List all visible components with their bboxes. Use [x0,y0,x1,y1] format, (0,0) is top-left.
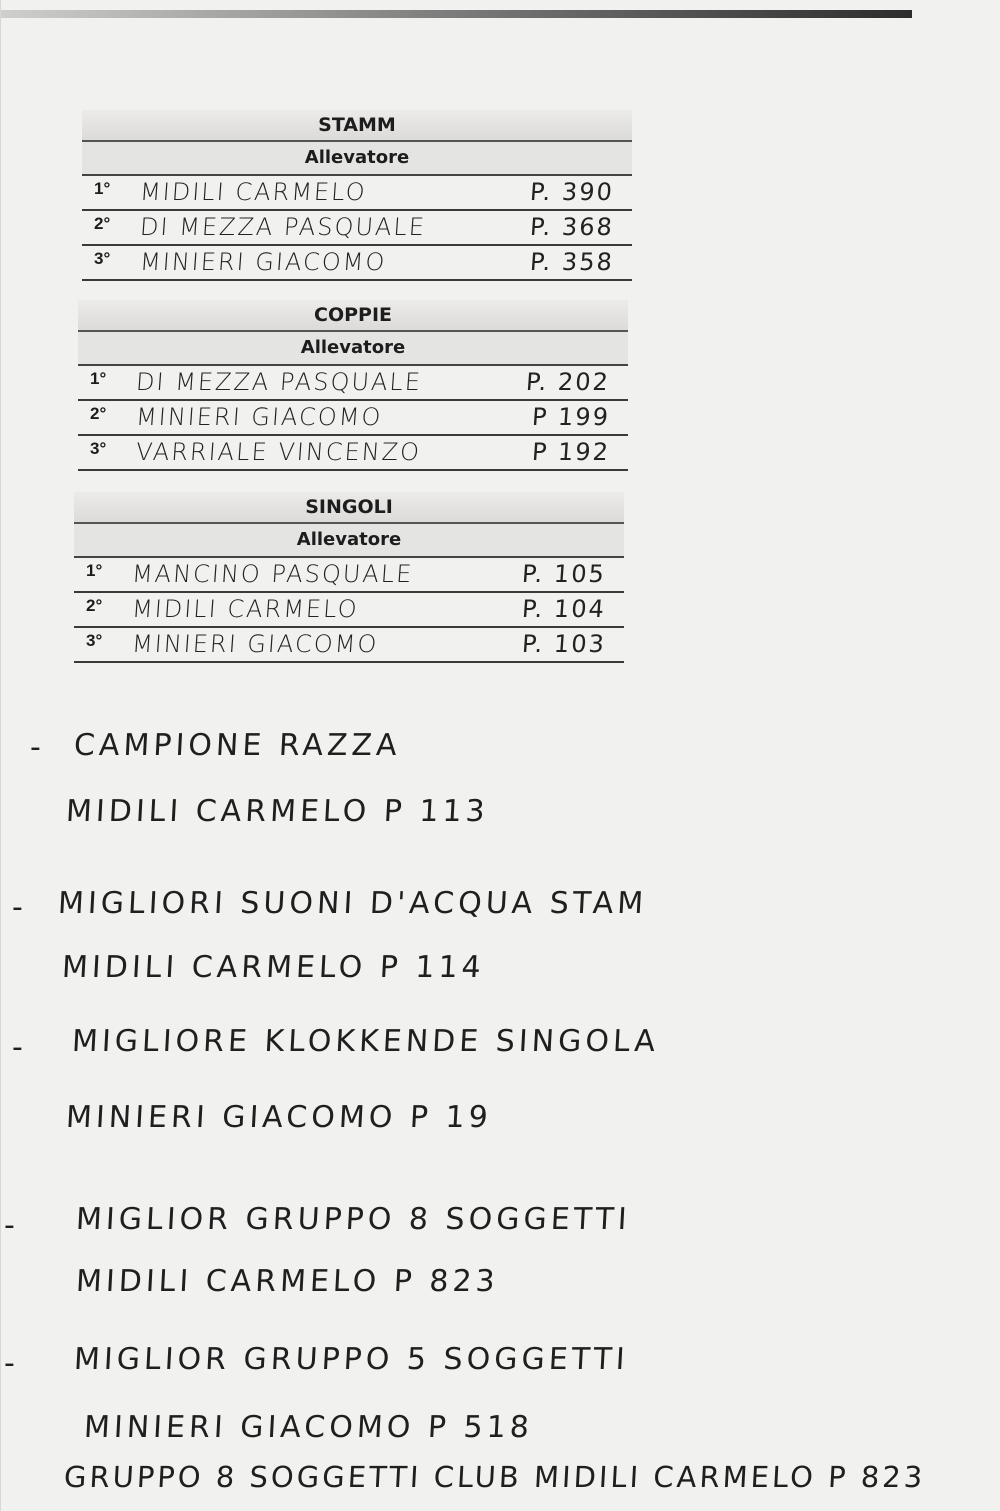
singoli-title: SINGOLI [74,492,624,524]
list-dash: - [30,730,41,765]
award-category: MIGLIORI SUONI D'ACQUA STAM [57,886,649,921]
rank-label: 1° [90,369,107,388]
singoli-subtitle: Allevatore [74,524,624,558]
award-category: MIGLIOR GRUPPO 5 SOGGETTI [73,1342,630,1377]
table-row [82,246,632,281]
list-dash: - [12,1030,23,1065]
table-row [74,593,624,628]
table-row [82,176,632,211]
stamm-table [82,110,632,281]
breeder-name: MANCINO PASQUALE [131,560,415,588]
list-dash: - [4,1208,15,1243]
stamm-subtitle: Allevatore [82,142,632,176]
singoli-table [74,492,624,663]
table-row [82,211,632,246]
rank-label: 3° [86,631,103,650]
breeder-score: P. 104 [521,595,607,623]
rank-label: 3° [90,439,107,458]
award-winner: MIDILI CARMELO P 114 [61,950,486,985]
breeder-score: P. 358 [529,248,615,276]
rank-label: 2° [90,404,107,423]
coppie-table [78,300,628,471]
table-row [74,558,624,593]
rank-label: 1° [94,179,111,198]
breeder-score: P 192 [531,438,611,466]
award-winner: MINIERI GIACOMO P 518 [83,1410,534,1445]
award-winner: MIDILI CARMELO P 823 [75,1264,500,1299]
breeder-name: MIDILI CARMELO [131,595,360,623]
list-dash: - [12,890,23,925]
table-row [78,401,628,436]
rank-label: 2° [86,596,103,615]
breeder-score: P. 103 [521,630,607,658]
breeder-score: P. 390 [529,178,615,206]
breeder-name: MINIERI GIACOMO [131,630,380,658]
breeder-name: DI MEZZA PASQUALE [139,213,427,241]
coppie-subtitle: Allevatore [78,332,628,366]
award-category: MIGLIOR GRUPPO 8 SOGGETTI [75,1202,632,1237]
award-category: MIGLIORE KLOKKENDE SINGOLA [71,1024,660,1059]
stamm-title: STAMM [82,110,632,142]
award-winner: MIDILI CARMELO P 113 [65,794,490,829]
breeder-name: MIDILI CARMELO [139,178,368,206]
breeder-score: P 199 [531,403,611,431]
table-row [78,366,628,401]
breeder-score: P. 202 [525,368,611,396]
breeder-score: P. 368 [529,213,615,241]
coppie-title: COPPIE [78,300,628,332]
rank-label: 1° [86,561,103,580]
table-row [78,436,628,471]
breeder-score: P. 105 [521,560,607,588]
breeder-name: MINIERI GIACOMO [139,248,388,276]
rank-label: 3° [94,249,111,268]
breeder-name: DI MEZZA PASQUALE [135,368,423,396]
award-category: CAMPIONE RAZZA [73,728,402,763]
award-winner: MINIERI GIACOMO P 19 [65,1100,493,1135]
list-dash: - [4,1346,15,1381]
top-rule [0,10,912,18]
breeder-name: MINIERI GIACOMO [135,403,384,431]
breeder-name: VARRIALE VINCENZO [135,438,422,466]
table-row [74,628,624,663]
rank-label: 2° [94,214,111,233]
footer-award-line: GRUPPO 8 SOGGETTI CLUB MIDILI CARMELO P 823 [63,1460,927,1494]
